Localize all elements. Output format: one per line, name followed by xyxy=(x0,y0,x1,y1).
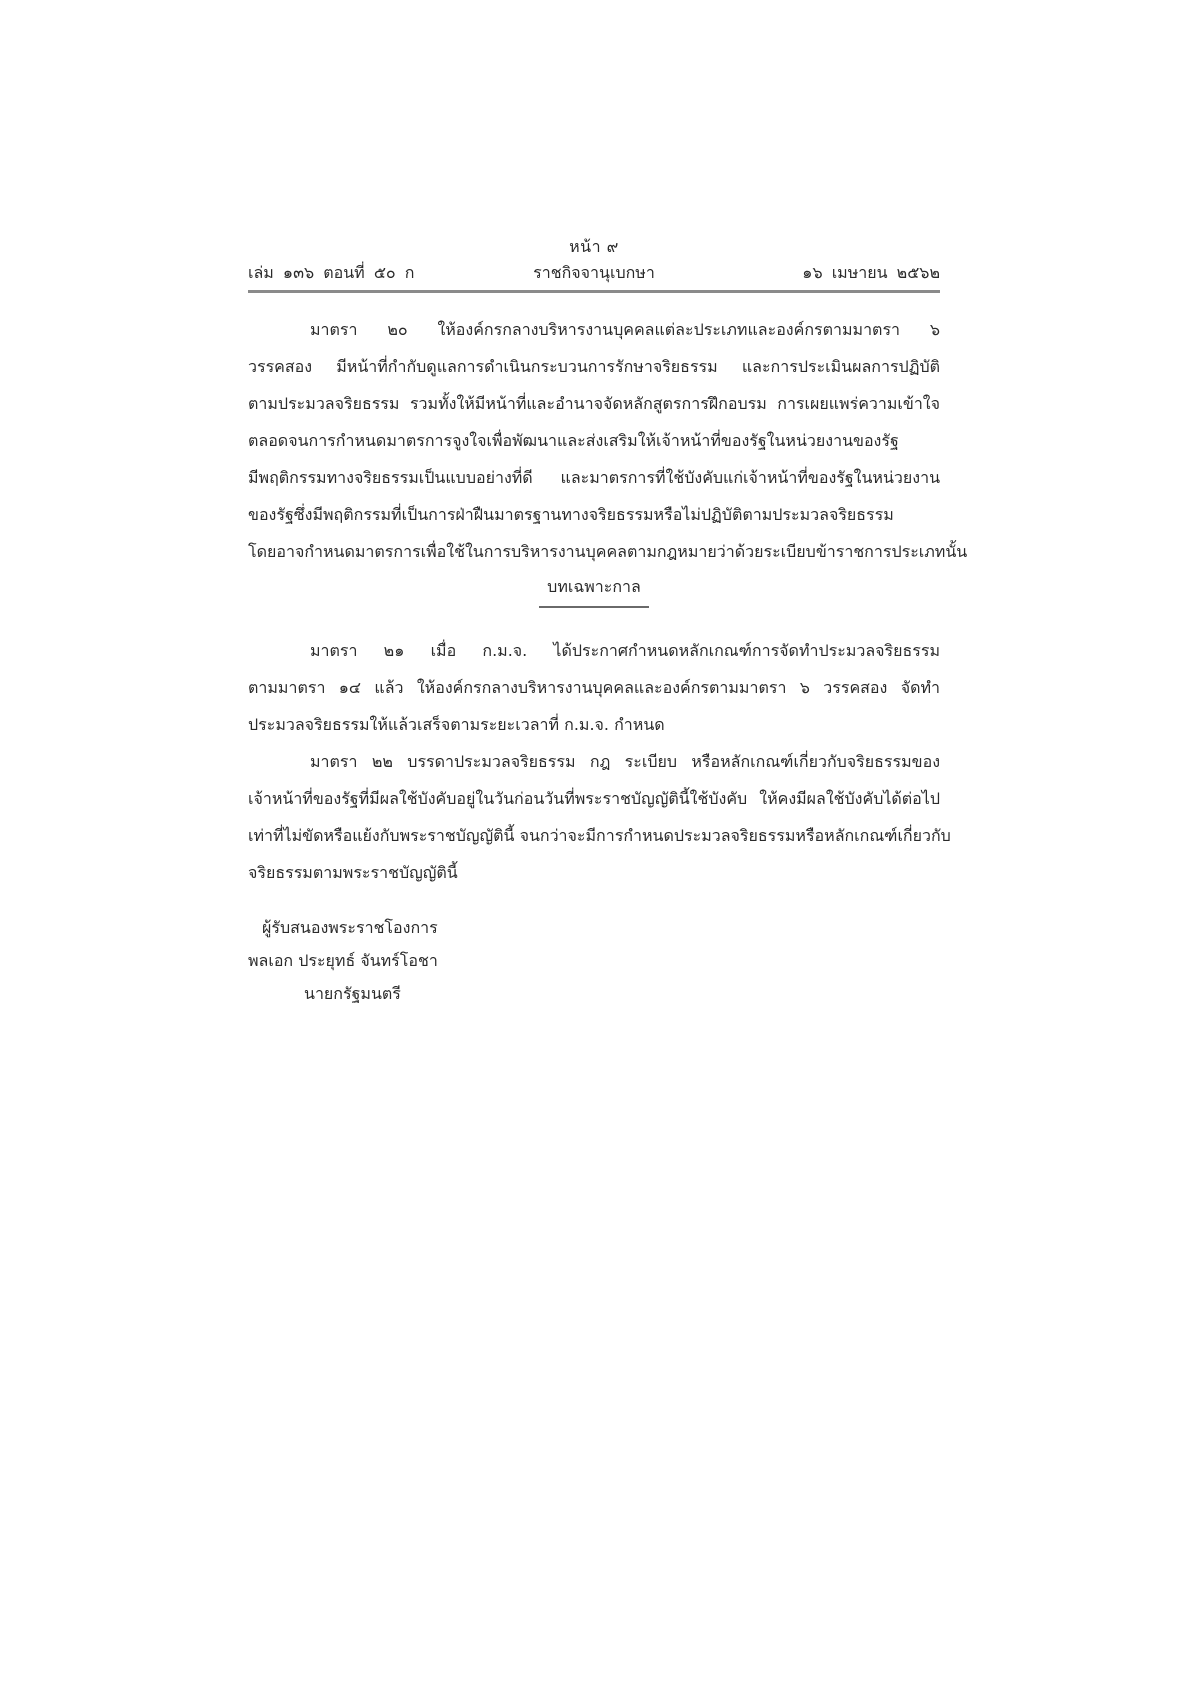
gazette-header xyxy=(248,260,940,286)
volume-issue: เล่ม ๑๓๖ ตอนที่ ๕๐ ก xyxy=(248,263,415,282)
section-21 xyxy=(248,632,940,743)
section-22-line: มาตรา ๒๒ บรรดาประมวลจริยธรรม กฎ ระเบียบ หรือหลักเกณฑ์เกี่ยวกับจริยธรรมของ xyxy=(310,752,940,771)
section-20-line: ตามประมวลจริยธรรม รวมทั้งให้มีหน้าที่และอำนาจจัดหลักสูตรการฝึกอบรม การเผยแพร่ความเข้าใจ xyxy=(248,394,940,413)
section-22-line: เท่าที่ไม่ขัดหรือแย้งกับพระราชบัญญัตินี้ จนกว่าจะมีการกำหนดประมวลจริยธรรมหรือหลักเกณฑ์เกี่ยวกับ xyxy=(248,826,951,845)
signatory-title: นายกรัฐมนตรี xyxy=(304,984,401,1003)
section-21-line: มาตรา ๒๑ เมื่อ ก.ม.จ. ได้ประกาศกำหนดหลักเกณฑ์การจัดทำประมวลจริยธรรม xyxy=(310,641,940,660)
publication-name: ราชกิจจานุเบกษา xyxy=(533,263,655,282)
section-20-line: มีพฤติกรรมทางจริยธรรมเป็นแบบอย่างที่ดี และมาตรการที่ใช้บังคับแก่เจ้าหน้าที่ของรัฐในหน่วยงาน xyxy=(248,468,940,487)
transitional-heading: บทเฉพาะกาล xyxy=(547,577,641,596)
section-21-line: ประมวลจริยธรรมให้แล้วเสร็จตามระยะเวลาที่ ก.ม.จ. กำหนด xyxy=(248,715,665,734)
section-22 xyxy=(248,743,951,891)
section-21-line: ตามมาตรา ๑๔ แล้ว ให้องค์กรกลางบริหารงานบุคคลและองค์กรตามมาตรา ๖ วรรคสอง จัดทำ xyxy=(248,678,940,697)
countersign-label: ผู้รับสนองพระราชโองการ xyxy=(262,918,438,937)
transitional-rule xyxy=(539,606,649,608)
section-20-line: ของรัฐซึ่งมีพฤติกรรมที่เป็นการฝ่าฝืนมาตรฐานทางจริยธรรมหรือไม่ปฏิบัติตามประมวลจริยธรรม xyxy=(248,505,894,524)
section-22-line: จริยธรรมตามพระราชบัญญัตินี้ xyxy=(248,863,458,882)
page-number: หน้า ๙ xyxy=(569,237,619,256)
header-rule xyxy=(248,290,940,293)
publication-date: ๑๖ เมษายน ๒๕๖๒ xyxy=(802,263,940,282)
document-content xyxy=(248,234,968,1010)
section-20-line: โดยอาจกำหนดมาตรการเพื่อใช้ในการบริหารงานบุคคลตามกฎหมายว่าด้วยระเบียบข้าราชการประเภทนั้น xyxy=(248,542,968,561)
section-20 xyxy=(248,311,968,570)
section-20-line: ตลอดจนการกำหนดมาตรการจูงใจเพื่อพัฒนาและส่งเสริมให้เจ้าหน้าที่ของรัฐในหน่วยงานของรัฐ xyxy=(248,431,899,450)
section-22-line: เจ้าหน้าที่ของรัฐที่มีผลใช้บังคับอยู่ในวันก่อนวันที่พระราชบัญญัตินี้ใช้บังคับ ให้คงมีผลใช้บังคับได้ต่อไป xyxy=(248,789,940,808)
section-20-line: มาตรา ๒๐ ให้องค์กรกลางบริหารงานบุคคลแต่ละประเภทและองค์กรตามมาตรา ๖ xyxy=(310,320,940,339)
section-20-line: วรรคสอง มีหน้าที่กำกับดูแลการดำเนินกระบวนการรักษาจริยธรรม และการประเมินผลการปฏิบัติ xyxy=(248,357,940,376)
signature-block xyxy=(248,911,940,1010)
signatory-name: พลเอก ประยุทธ์ จันทร์โอชา xyxy=(248,951,438,970)
